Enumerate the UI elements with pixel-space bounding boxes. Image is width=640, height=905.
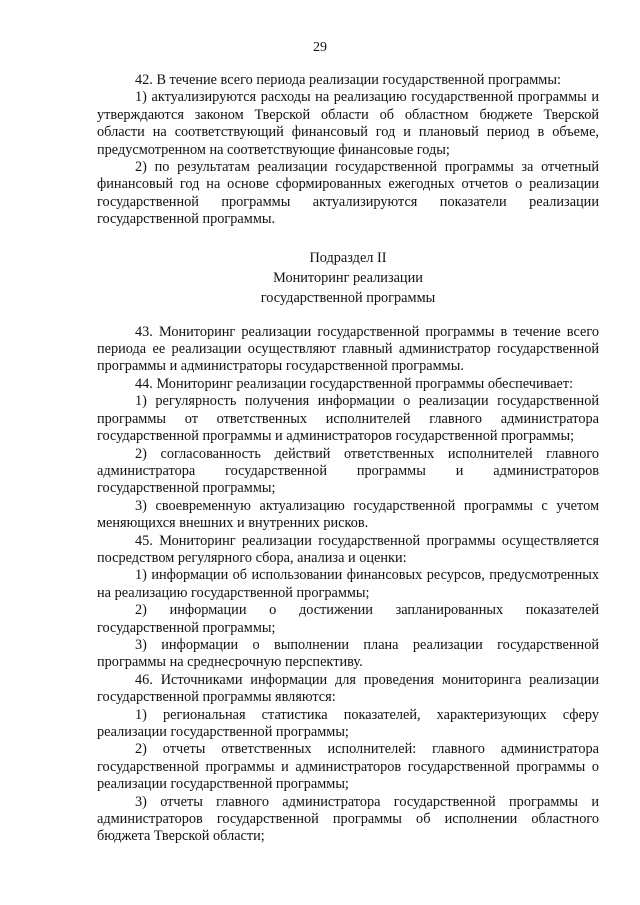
paragraph-44-item-2: 2) согласованность действий ответственных исполнителей главного администратора государственной программы и администраторов государственной программы; [97, 445, 599, 497]
paragraph-43: 43. Мониторинг реализации государственной программы в течение всего периода ее реализации осуществляют главный администратор государственной программы и администраторы государственной программы. [97, 323, 599, 375]
paragraph-44: 44. Мониторинг реализации государственной программы обеспечивает: [135, 375, 574, 392]
section-label: Подраздел II [309, 249, 387, 266]
paragraph-45-item-1: 1) информации об использовании финансовых ресурсов, предусмотренных на реализацию государственной программы; [97, 567, 599, 601]
page-number: 29 [313, 40, 327, 55]
paragraph-46: 46. Источниками информации для проведения мониторинга реализации государственной программы являются: [97, 671, 599, 706]
paragraph-45-item-2: 2) информации о достижении запланированных показателей государственной программы; [97, 602, 599, 636]
paragraph-42-item-1: 1) актуализируются расходы на реализацию государственной программы и утверждаются законом Тверской области об областном бюджете Тверской области на соответствующий финансовый год и плановый период в объеме, предусмотренном на соответствующие финансовые годы; [97, 89, 599, 158]
paragraph-42-item-2: 2) по результатам реализации государственной программы за отчетный финансовый год на основе сформированных ежегодных отчетов о реализации государственной программы актуализируются показатели реализации государственной программы. [97, 159, 599, 228]
paragraph-46-item-1: 1) региональная статистика показателей, характеризующих сферу реализации государственной программы; [97, 706, 599, 740]
paragraph-46-item-3: 3) отчеты главного администратора государственной программы и администраторов государственной программы об исполнении областного бюджета Тверской области; [97, 793, 599, 845]
section-title-line-1: Мониторинг реализации [273, 269, 423, 286]
paragraph-42: 42. В течение всего периода реализации государственной программы: [135, 72, 561, 88]
paragraph-44-item-3: 3) своевременную актуализацию государственной программы с учетом меняющихся внешних и внутренних рисков. [97, 497, 599, 532]
document-body [97, 72, 599, 846]
section-heading [97, 248, 599, 308]
paragraph-44-item-1: 1) регулярность получения информации о реализации государственной программы от ответственных исполнителей главного администратора государственной программы и администраторов государственной программы; [97, 393, 599, 445]
paragraph-46-item-2: 2) отчеты ответственных исполнителей: главного администратора государственной программы и администраторов государственной программы о реализации государственной программы; [97, 741, 599, 793]
section-title-line-2: государственной программы [260, 289, 436, 306]
paragraph-45-item-3: 3) информации о выполнении плана реализации государственной программы на среднесрочную перспективу. [97, 636, 599, 671]
paragraph-45: 45. Мониторинг реализации государственной программы осуществляется посредством регулярного сбора, анализа и оценки: [97, 532, 599, 566]
